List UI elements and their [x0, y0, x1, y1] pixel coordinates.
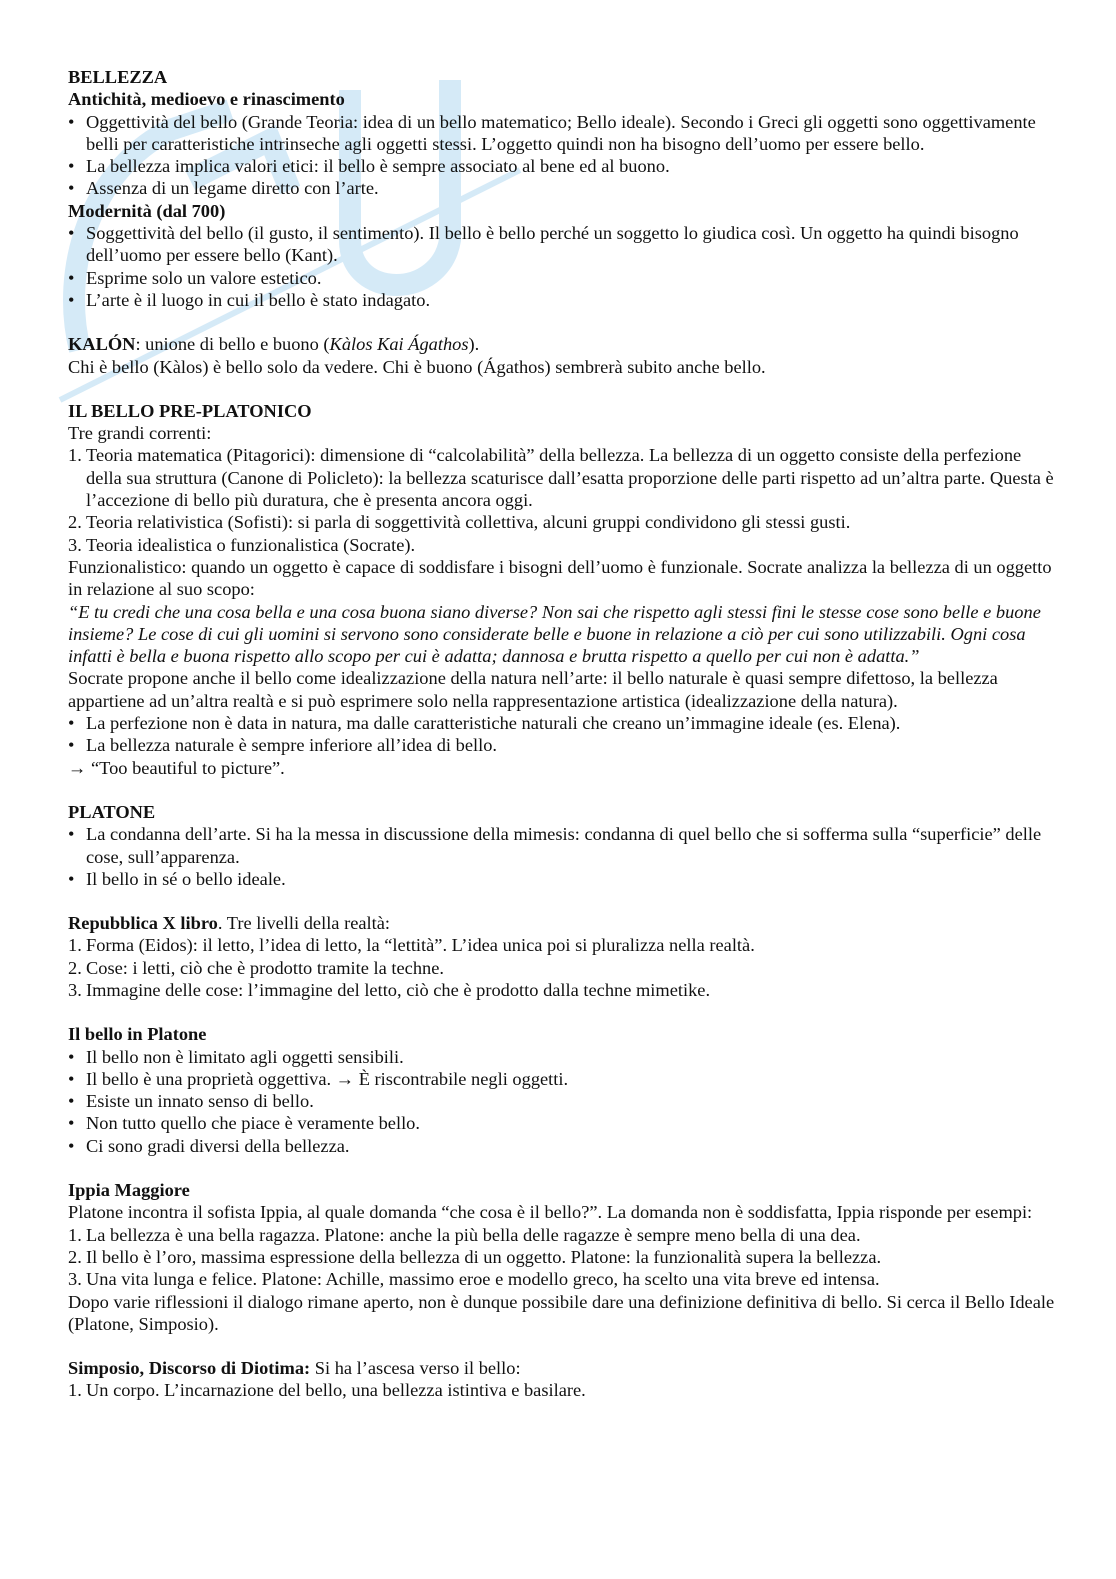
list-item-text: Esiste un innato senso di bello. — [86, 1091, 314, 1112]
numbered-item — [68, 1246, 1058, 1268]
numbered-item — [68, 957, 1058, 979]
list-item — [68, 1046, 1058, 1068]
arrow-note: → “Too beautiful to picture”. — [68, 757, 285, 778]
subheading-antichita: Antichità, medioevo e rinascimento — [68, 89, 345, 110]
simposio-title: Simposio, Discorso di Diotima: — [68, 1358, 311, 1379]
bullet-marker: • — [68, 1113, 75, 1134]
socrates-quote: “E tu credi che una cosa bella e una cosa buona siano diverse? Non sai che rispetto agli stessi fini le stesse cose sono belle e buone insieme? Le cose di cui gli uomini si servono sono considerate belle e buone in relazione a ciò per cui sono utilizzabili. Ogni cosa infatti è bella e buona rispetto allo scopo per cui è adatta; dannosa e brutta rispetto a quello per cui non è adatta.” — [68, 601, 1041, 667]
list-item — [68, 289, 1058, 311]
paragraph: Tre grandi correnti: — [68, 423, 212, 444]
list-item — [68, 868, 1058, 890]
numbered-item — [68, 1268, 1058, 1290]
kalon-def: : unione di bello e buono ( — [135, 334, 330, 355]
repubblica-heading — [68, 912, 1058, 934]
list-item — [68, 734, 1058, 756]
bullet-marker: • — [68, 1046, 75, 1067]
kalon-end: ). — [468, 334, 480, 355]
list-item-text: Esprime solo un valore estetico. — [86, 267, 322, 288]
bullet-marker: • — [68, 223, 75, 244]
repubblica-rest: . Tre livelli della realtà: — [217, 913, 391, 934]
list-item-text: La perfezione non è data in natura, ma dalle caratteristiche naturali che creano un’immagine ideale (es. Elena). — [86, 713, 901, 734]
numbered-item-text: Teoria relativistica (Sofisti): si parla di soggettività collettiva, alcuni gruppi condividono gli stessi gusti. — [86, 512, 851, 533]
numbered-item-text: Una vita lunga e felice. Platone: Achille, massimo eroe e modello greco, ha scelto una vita breve ed intensa. — [86, 1269, 880, 1290]
section-title-bellezza: BELLEZZA — [68, 67, 168, 87]
numbered-item — [68, 1224, 1058, 1246]
list-item — [68, 1112, 1058, 1134]
list-item — [68, 111, 1058, 156]
paragraph: Funzionalistico: quando un oggetto è capace di soddisfare i bisogni dell’uomo è funzionale. Socrate analizza la bellezza di un oggetto in relazione al suo scopo: — [68, 556, 1052, 600]
kalon-greek: Kàlos Kai Ágathos — [329, 334, 469, 355]
list-item-text: L’arte è il luogo in cui il bello è stato indagato. — [86, 289, 431, 310]
paragraph: Dopo varie riflessioni il dialogo rimane aperto, non è dunque possibile dare una definizione definitiva di bello. Si cerca il Bello Ideale (Platone, Simposio). — [68, 1291, 1055, 1334]
number-marker: 3. — [68, 534, 82, 555]
numbered-item-text: Cose: i letti, ciò che è prodotto tramite la techne. — [86, 957, 444, 978]
list-item — [68, 823, 1058, 868]
numbered-item — [68, 979, 1058, 1001]
list-item — [68, 177, 1058, 199]
number-marker: 1. — [68, 445, 82, 466]
list-item-text: Oggettività del bello (Grande Teoria: idea di un bello matematico; Bello ideale). Secondo i Greci gli oggetti sono oggettivamente belli per caratteristiche intrinseche agli oggetti stessi. L’oggetto quindi non ha bisogno dell’uomo per essere bello. — [86, 111, 1036, 154]
numbered-item — [68, 511, 1058, 533]
numbered-item-text: La bellezza è una bella ragazza. Platone: anche la più bella delle ragazze è sempre meno bella di una dea. — [86, 1224, 861, 1245]
section-title-pre-platonico: IL BELLO PRE-PLATONICO — [68, 400, 312, 421]
section-title-ippia: Ippia Maggiore — [68, 1180, 190, 1201]
numbered-item-text: Teoria idealistica o funzionalistica (Socrate). — [86, 534, 416, 555]
numbered-item-text: Immagine delle cose: l’immagine del letto, ciò che è prodotto dalla techne mimetike. — [86, 979, 711, 1000]
simposio-rest: Si ha l’ascesa verso il bello: — [310, 1358, 521, 1379]
list-item — [68, 267, 1058, 289]
numbered-item-text: Un corpo. L’incarnazione del bello, una bellezza istintiva e basilare. — [86, 1380, 586, 1401]
list-item-text: La condanna dell’arte. Si ha la messa in discussione della mimesis: condanna di quel bello che si sofferma sulla “superficie” delle cose, sull’apparenza. — [86, 824, 1042, 867]
list-item-text: Assenza di un legame diretto con l’arte. — [86, 178, 379, 199]
bullet-marker: • — [68, 868, 75, 889]
list-item-text: Ci sono gradi diversi della bellezza. — [86, 1135, 350, 1156]
numbered-item-text: Teoria matematica (Pitagorici): dimensione di “calcolabilità” della bellezza. La bellezza di un oggetto consiste della perfezione della sua struttura (Canone di Policleto): la bellezza scaturisce dall’esatta proporzione delle parti rispetto ad un’altra parte. Questa è l’accezione di bello più duratura, che è presenta ancora oggi. — [86, 445, 1054, 511]
numbered-item-text: Il bello è l’oro, massima espressione della bellezza di un oggetto. Platone: la funzionalità supera la bellezza. — [86, 1246, 882, 1267]
numbered-item — [68, 534, 1058, 556]
bullet-marker: • — [68, 735, 75, 756]
bullet-marker: • — [68, 111, 75, 132]
list-item — [68, 155, 1058, 177]
number-marker: 2. — [68, 1246, 82, 1267]
list-item — [68, 222, 1058, 267]
numbered-item — [68, 444, 1058, 511]
bullet-marker: • — [68, 1135, 75, 1156]
number-marker: 2. — [68, 512, 82, 533]
number-marker: 1. — [68, 935, 82, 956]
section-title-bello-in-platone: Il bello in Platone — [68, 1024, 207, 1045]
number-marker: 1. — [68, 1224, 82, 1245]
bullet-marker: • — [68, 289, 75, 310]
repubblica-title: Repubblica X libro — [68, 913, 218, 934]
number-marker: 3. — [68, 979, 82, 1000]
number-marker: 3. — [68, 1269, 82, 1290]
paragraph: Socrate propone anche il bello come idealizzazione della natura nell’arte: il bello naturale è quasi sempre difettoso, la bellezza appartiene ad un’altra realtà e si può esprimere solo nella rappresentazione artistica (idealizzazione della natura). — [68, 668, 998, 711]
bullet-marker: • — [68, 713, 75, 734]
numbered-item — [68, 1379, 1058, 1401]
numbered-item-text: Forma (Eidos): il letto, l’idea di letto, la “lettità”. L’idea unica poi si pluralizza nella realtà. — [86, 935, 755, 956]
subheading-modernita: Modernità (dal 700) — [68, 200, 226, 221]
bullet-marker: • — [68, 156, 75, 177]
list-item-text: Il bello non è limitato agli oggetti sensibili. — [86, 1046, 404, 1067]
bullet-marker: • — [68, 824, 75, 845]
list-item-text: Il bello è una proprietà oggettiva. → È riscontrabile negli oggetti. — [86, 1068, 569, 1089]
list-item — [68, 1090, 1058, 1112]
list-item-text: La bellezza implica valori etici: il bello è sempre associato al bene ed al buono. — [86, 156, 670, 177]
list-item-text: Non tutto quello che piace è veramente bello. — [86, 1113, 420, 1134]
bullet-marker: • — [68, 267, 75, 288]
kalon-definition — [68, 333, 1058, 355]
kalon-term: KALÓN — [68, 334, 136, 355]
bullet-marker: • — [68, 178, 75, 199]
simposio-heading — [68, 1357, 1058, 1379]
list-item — [68, 1135, 1058, 1157]
number-marker: 1. — [68, 1380, 82, 1401]
document-page — [68, 66, 1058, 1402]
numbered-item — [68, 934, 1058, 956]
list-item-text: Il bello in sé o bello ideale. — [86, 868, 286, 889]
list-item-text: Soggettività del bello (il gusto, il sentimento). Il bello è bello perché un soggetto lo giudica così. Un oggetto ha quindi bisogno dell’uomo per essere bello (Kant). — [86, 223, 1019, 266]
list-item-text: La bellezza naturale è sempre inferiore all’idea di bello. — [86, 735, 498, 756]
bullet-marker: • — [68, 1091, 75, 1112]
bullet-marker: • — [68, 1068, 75, 1089]
section-title-platone: PLATONE — [68, 801, 156, 822]
list-item — [68, 1068, 1058, 1090]
paragraph: Platone incontra il sofista Ippia, al quale domanda “che cosa è il bello?”. La domanda non è soddisfatta, Ippia risponde per esempi: — [68, 1202, 1033, 1223]
kalon-explanation: Chi è bello (Kàlos) è bello solo da vedere. Chi è buono (Ágathos) sembrerà subito anche bello. — [68, 356, 766, 377]
list-item — [68, 712, 1058, 734]
number-marker: 2. — [68, 957, 82, 978]
